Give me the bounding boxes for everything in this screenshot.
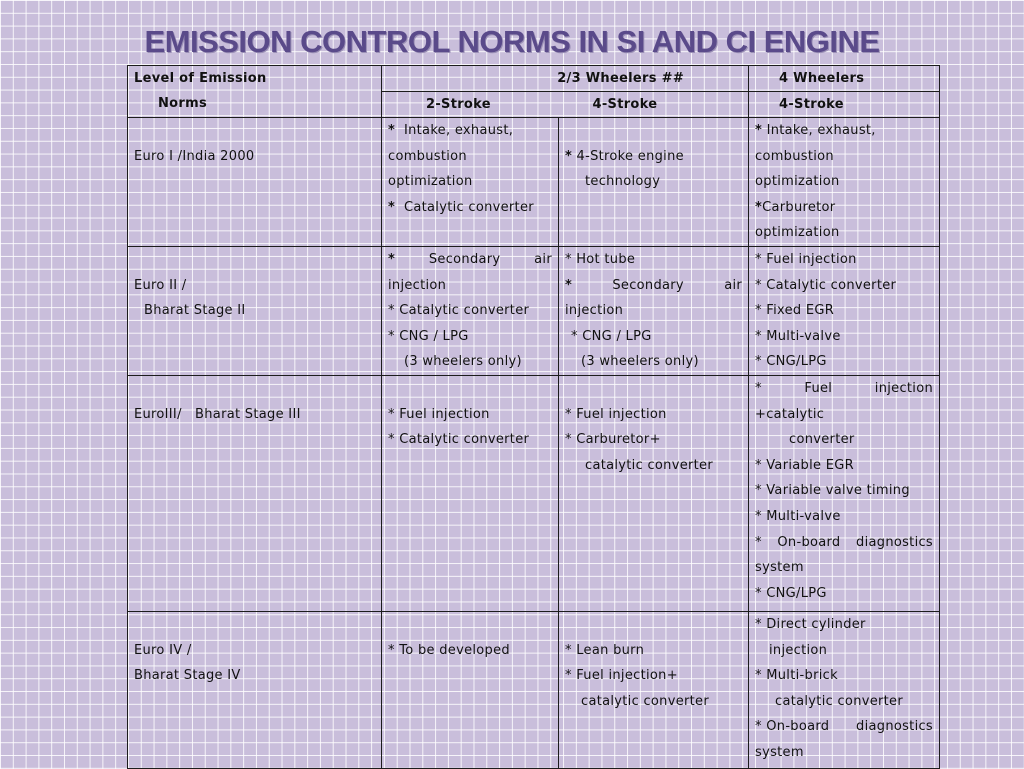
cell-text: Bharat Stage II	[144, 303, 246, 319]
header-level-cell	[128, 66, 382, 118]
cell-text: Bharat Stage IV	[134, 668, 241, 684]
bullet-star: *	[388, 123, 396, 138]
cell-text: system	[755, 744, 804, 760]
bullet-star: *	[565, 148, 573, 164]
cell-text: * Direct cylinder	[755, 617, 866, 632]
cell-line	[388, 118, 552, 144]
cell-text: air	[534, 252, 552, 267]
cell-text: 4 Wheelers	[779, 71, 865, 86]
cell-text: * To be developed	[388, 642, 510, 658]
cell-text: Intake, exhaust,	[403, 123, 514, 138]
table-row	[128, 118, 940, 247]
bullet-star: *	[755, 123, 763, 138]
cell-line	[565, 612, 742, 638]
cell-text: optimization	[755, 174, 840, 190]
cell-line	[565, 273, 742, 299]
cell-text: 2-Stroke	[426, 97, 491, 112]
norm-cell	[128, 247, 382, 376]
cell-text: +catalytic	[755, 406, 825, 422]
four-stroke-cell	[559, 376, 749, 612]
cell-text: * Variable EGR	[755, 457, 854, 473]
cell-text: *	[755, 534, 762, 550]
cell-text: Secondary	[612, 277, 684, 293]
cell-text: * On-board	[755, 719, 830, 735]
cell-line	[134, 247, 381, 273]
two-stroke-cell	[382, 612, 559, 769]
cell-text: * Carburetor+	[565, 432, 661, 448]
cell-text: * Hot tube	[565, 252, 636, 267]
slide-title: EMISSION CONTROL NORMS IN SI AND CI ENGINE	[144, 24, 880, 59]
cell-line	[755, 195, 933, 221]
cell-text: combustion	[388, 148, 467, 164]
cell-line	[565, 144, 742, 170]
cell-text: catalytic converter	[585, 457, 713, 473]
cell-line	[755, 530, 933, 556]
header-4-stroke-23w	[559, 92, 749, 118]
cell-text: * Lean burn	[565, 642, 645, 658]
header-level-line1: Level of Emission	[134, 71, 267, 86]
cell-text: * Fixed EGR	[755, 303, 835, 319]
cell-text: Fuel	[804, 381, 833, 396]
cell-text: diagnostics	[856, 534, 934, 550]
cell-text: injection	[874, 381, 933, 396]
cell-line	[134, 118, 381, 144]
cell-text: * CNG / LPG	[388, 328, 469, 344]
cell-text: 4-Stroke	[592, 97, 658, 112]
header-2-stroke	[382, 92, 559, 118]
cell-line	[755, 376, 933, 402]
four-stroke-cell	[559, 612, 749, 769]
cell-text: technology	[585, 174, 661, 190]
four-wheel-cell	[749, 612, 940, 769]
cell-line	[388, 376, 552, 402]
cell-text: system	[755, 560, 804, 576]
emission-norms-table	[127, 65, 940, 769]
cell-text: Catalytic converter	[403, 199, 534, 215]
cell-line	[388, 247, 552, 273]
cell-text: air	[724, 277, 743, 293]
cell-text: (3 wheelers only)	[404, 354, 522, 370]
cell-text: 4-Stroke engine	[576, 148, 684, 164]
cell-line	[755, 118, 933, 144]
cell-text: *	[755, 381, 762, 396]
cell-text: * Multi-brick	[755, 668, 838, 684]
cell-text: * Fuel injection	[565, 406, 667, 422]
cell-text: Carburetor	[762, 199, 836, 215]
four-stroke-cell	[559, 118, 749, 247]
cell-line	[565, 118, 742, 144]
cell-text: injection	[769, 642, 828, 658]
cell-text: (3 wheelers only)	[581, 354, 699, 370]
cell-line	[134, 612, 381, 638]
norm-cell	[128, 612, 382, 769]
bullet-star: *	[755, 199, 763, 215]
cell-text: *	[565, 277, 573, 293]
table-row	[128, 376, 940, 612]
table-row	[128, 612, 940, 769]
cell-text: Secondary	[428, 252, 501, 267]
cell-text: * Multi-valve	[755, 328, 841, 344]
cell-text: * Fuel injection	[755, 252, 857, 267]
header-level-line2: Norms	[158, 96, 208, 111]
cell-line	[388, 612, 552, 638]
table-row	[128, 247, 940, 376]
cell-text: * CNG / LPG	[571, 328, 652, 344]
four-wheel-cell	[749, 118, 940, 247]
norm-cell	[128, 376, 382, 612]
norm-cell	[128, 118, 382, 247]
cell-text: optimization	[755, 225, 840, 241]
cell-text: * Fuel injection	[388, 406, 490, 422]
cell-text: Euro I /India 2000	[134, 148, 255, 164]
header-4-wheelers	[749, 66, 940, 92]
header-2-3-wheelers	[382, 66, 749, 92]
two-stroke-cell	[382, 118, 559, 247]
header-4-stroke-4w	[749, 92, 940, 118]
cell-text: * CNG/LPG	[755, 354, 827, 370]
bullet-star: *	[388, 199, 396, 215]
cell-line	[388, 195, 552, 221]
cell-text: Euro II /	[134, 277, 187, 293]
cell-text: * Fuel injection+	[565, 668, 678, 684]
cell-text: 2/3 Wheelers ##	[557, 71, 685, 86]
four-stroke-cell	[559, 247, 749, 376]
cell-line	[134, 376, 381, 402]
cell-text: * Variable valve timing	[755, 483, 910, 499]
cell-text: optimization	[388, 174, 473, 190]
cell-text: * Catalytic converter	[388, 432, 530, 448]
four-wheel-cell	[749, 376, 940, 612]
cell-text: EuroIII/ Bharat Stage III	[134, 406, 301, 422]
cell-text: * Catalytic converter	[755, 277, 897, 293]
cell-text: * Catalytic converter	[388, 303, 530, 319]
cell-text: 4-Stroke	[779, 97, 844, 112]
four-wheel-cell	[749, 247, 940, 376]
cell-text: catalytic converter	[775, 693, 904, 709]
cell-text: On-board	[777, 534, 841, 550]
two-stroke-cell	[382, 247, 559, 376]
cell-text: * Multi-valve	[755, 508, 841, 524]
two-stroke-cell	[382, 376, 559, 612]
cell-text: combustion	[755, 148, 834, 164]
cell-line	[565, 376, 742, 402]
cell-text: * CNG/LPG	[755, 585, 827, 601]
cell-text: Euro IV /	[134, 642, 192, 658]
cell-text: injection	[565, 303, 624, 319]
cell-text: converter	[789, 432, 855, 448]
cell-text: injection	[388, 277, 447, 293]
cell-line	[755, 714, 933, 740]
cell-text: diagnostics	[856, 719, 934, 735]
cell-text: Intake, exhaust,	[766, 123, 876, 138]
cell-text: *	[388, 252, 396, 267]
cell-text: catalytic converter	[581, 693, 709, 709]
